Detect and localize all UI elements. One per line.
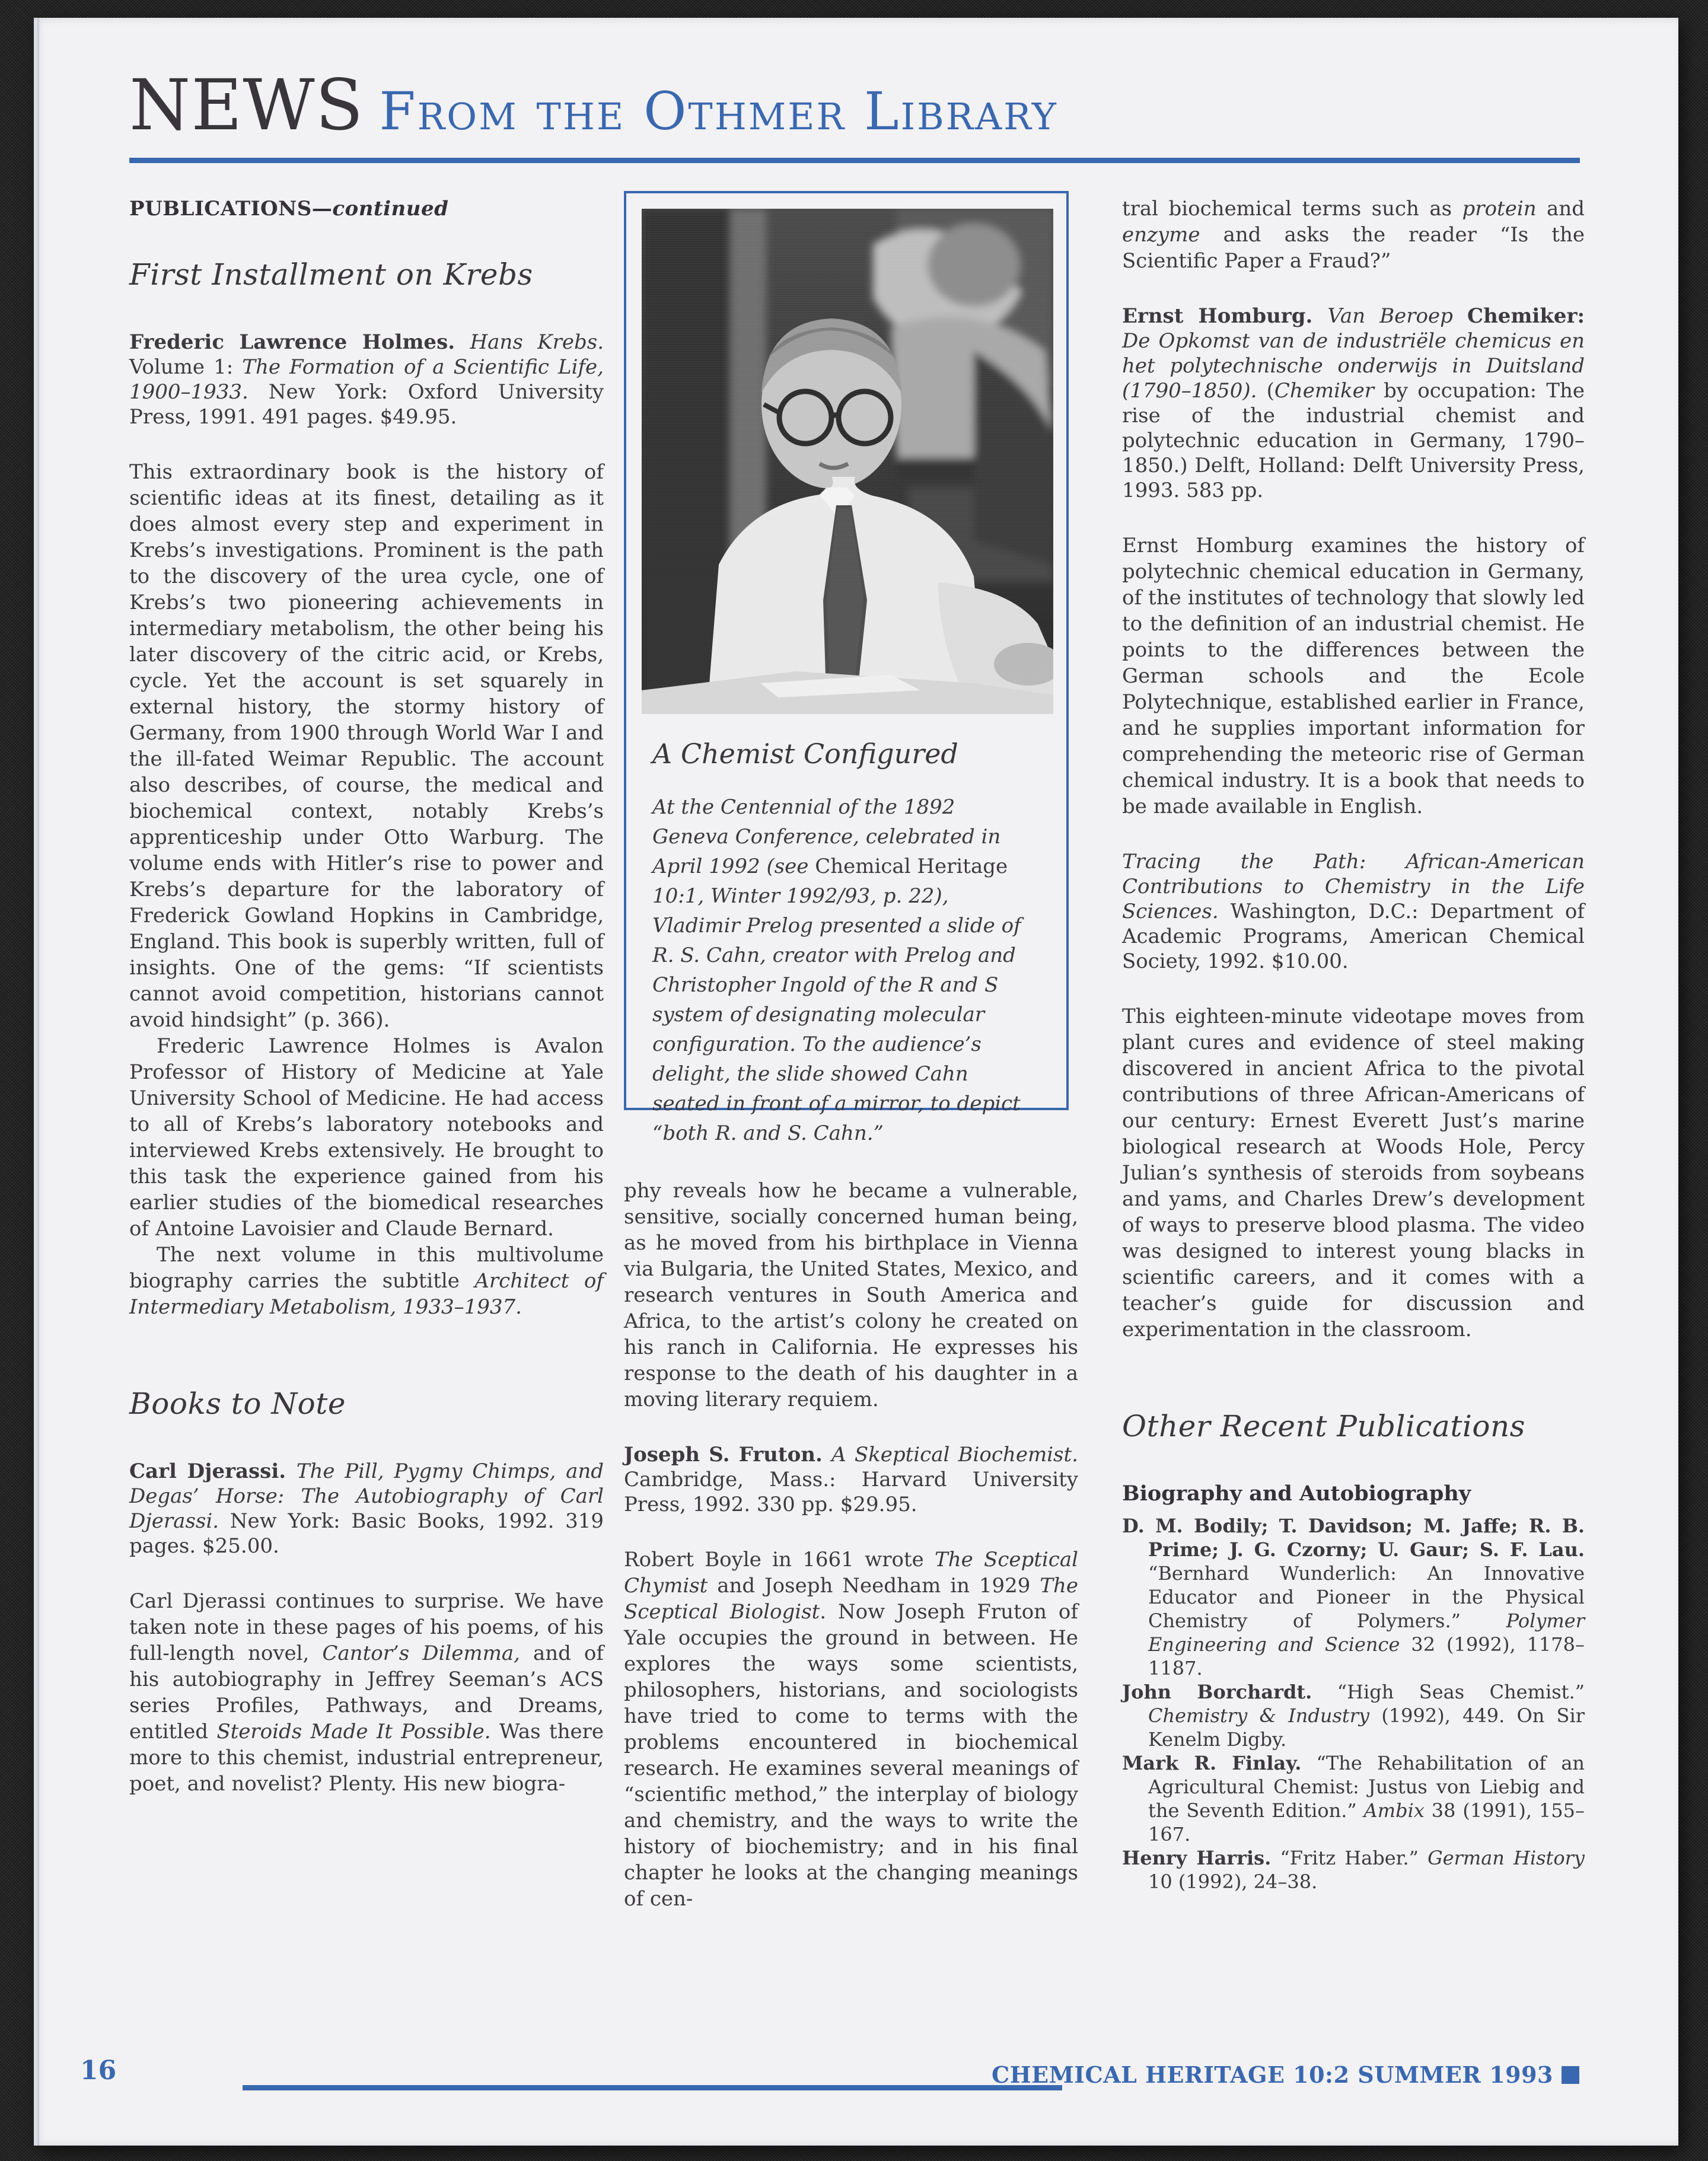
section-heading-first-installment-on-krebs: First Installment on Krebs [129, 257, 533, 292]
cahn-mirror-photo [642, 209, 1053, 714]
reference-harris-fritz-haber: Henry Harris. “Fritz Haber.” German History 10 (1992), 24–38. [1122, 1847, 1585, 1893]
right-column [1122, 196, 1585, 1894]
citation-homburg: Ernst Homburg. Van Beroep Chemiker: De Opkomst van de industriële chemicus en het polytechnische onderwijs in Duitsland (1790–1850). (Chemiker by occupation: The rise of the industrial chemist and polytechnic education in Germany, 1790–1850.) Delft, Holland: Delft University Press, 1993. 583 pp. [1122, 304, 1585, 502]
footer-journal-text: CHEMICAL HERITAGE 10:2 SUMMER 1993 [992, 2061, 1553, 2088]
citation-tracing-the-path: Tracing the Path: African-American Contributions to Chemistry in the Life Sciences. Washington, D.C.: Department of Academic Programs, American Chemical Society, 1992. $10.00. [1122, 850, 1585, 973]
reference-bodily-wunderlich: D. M. Bodily; T. Davidson; M. Jaffe; R. B. Prime; J. G. Czorny; U. Gaur; S. F. Lau. “Bernhard Wunderlich: An Innovative Educator and Pioneer in the Physical Chemistry of Polymers.” Polymer Engineering and Science 32 (1992), 1178–1187. [1122, 1515, 1585, 1679]
page-masthead [129, 64, 1058, 146]
krebs-review-paragraph-1: This extraordinary book is the history of scientific ideas at its finest, detailing as it does almost every step and experiment in Krebs’s investigations. Prominent is the path to the discovery of the urea cycle, one of Krebs’s two pioneering achievements in intermediary metabolism, the other being his later discovery of the citric acid, or Krebs, cycle. Yet the account is set squarely in external history, the stormy history of Germany, from 1900 through World War I and the ill-fated Weimar Republic. The account also describes, of course, the medical and biochemical context, notably Krebs’s apprenticeship under Otto Warburg. The volume ends with Hitler’s rise to power and Krebs’s departure for the laboratory of Frederick Gowland Hopkins in Cambridge, England. This book is superbly written, full of insights. One of the gems: “If scientists cannot avoid competition, historians cannot avoid hindsight” (p. 366). [129, 460, 604, 1032]
djerassi-review-paragraph: Carl Djerassi continues to surprise. We have taken note in these pages of his poems, of his full-length novel, Cantor’s Dilemma, and of his autobiography in Jeffrey Seeman’s ACS series Profiles, Pathways, and Dreams, entitled Steroids Made It Possible. Was there more to this chemist, industrial entrepreneur, poet, and novelist? Plenty. His new biogra- [129, 1589, 604, 1796]
fruton-review-continuation: tral biochemical terms such as protein and enzyme and asks the reader “Is the Scientific Paper a Fraud?” [1122, 197, 1585, 273]
subheading-biography-and-autobiography: Biography and Autobiography [1122, 1481, 1471, 1506]
citation-fruton: Joseph S. Fruton. A Skeptical Biochemist. Cambridge, Mass.: Harvard University Press, 1992. 330 pp. $29.95. [624, 1443, 1078, 1516]
photo-caption-title: A Chemist Configured [652, 738, 958, 770]
videotape-review-paragraph: This eighteen-minute videotape moves from plant cures and evidence of steel making discovered in ancient Africa to the pivotal contributions of three African-Americans of our century: Ernest Everett Just’s marine biological research at Woods Hole, Percy Julian’s synthesis of steroids from soybeans and yams, and Charles Drew’s development of ways to preserve blood plasma. The video was designed to interest young blacks in scientific careers, and it comes with a teacher’s guide for discussion and experimentation in the classroom. [1122, 1005, 1585, 1341]
reference-borchardt-high-seas-chemist: John Borchardt. “High Seas Chemist.” Chemistry & Industry (1992), 449. On Sir Kenelm Digby. [1122, 1681, 1585, 1751]
reference-list [1122, 1514, 1585, 1894]
section-heading-books-to-note: Books to Note [129, 1387, 346, 1421]
end-mark-square-icon [1562, 2066, 1579, 2084]
cahn-photo-illustration [642, 209, 1053, 714]
section-heading-other-recent-publications: Other Recent Publications [1122, 1409, 1525, 1443]
krebs-review-paragraph-2: Frederic Lawrence Holmes is Avalon Professor of History of Medicine at Yale University School of Medicine. He had access to all of Krebs’s laboratory notebooks and interviewed Krebs extensively. He brought to this task the experience gained from his earlier studies of the biomedical researches of Antoine Lavoisier and Claude Bernard. [129, 1034, 604, 1241]
reference-finlay-liebig: Mark R. Finlay. “The Rehabilitation of an Agricultural Chemist: Justus von Liebig and the Seventh Edition.” Ambix 38 (1991), 155–167. [1122, 1752, 1585, 1846]
publications-continued-kicker: PUBLICATIONS—continued [129, 197, 449, 221]
masthead-rule [129, 158, 1580, 163]
citation-holmes-hans-krebs: Frederic Lawrence Holmes. Hans Krebs. Volume 1: The Formation of a Scientific Life, 1900–1933. New York: Oxford University Press, 1991. 491 pages. $49.95. [129, 330, 604, 429]
footer-journal-line [992, 2061, 1579, 2088]
magazine-page [34, 18, 1678, 2146]
masthead-news: NEWS [129, 64, 364, 146]
left-column [129, 197, 604, 1797]
krebs-review-paragraph-3: The next volume in this multivolume biography carries the subtitle Architect of Intermediary Metabolism, 1933–1937. [129, 1243, 604, 1319]
footer-rule [243, 2085, 1062, 2090]
djerassi-review-continuation: phy reveals how he became a vulnerable, sensitive, socially concerned human being, as he moved from his birthplace in Vienna via Bulgaria, the United States, Mexico, and research ventures in South America and Africa, to the artist’s colony he created on his ranch in California. He expresses his response to the death of his daughter in a moving literary requiem. [624, 1179, 1078, 1411]
homburg-review-paragraph: Ernst Homburg examines the history of polytechnic chemical education in Germany, of the institutes of technology that slowly led to the definition of an industrial chemist. He points to the differences between the German schools and the Ecole Polytechnique, established earlier in France, and he supplies important information for comprehending the meteoric rise of German chemical industry. It is a book that needs to be made available in English. [1122, 534, 1585, 818]
fruton-review-paragraph: Robert Boyle in 1661 wrote The Sceptical Chymist and Joseph Needham in 1929 The Sceptical Biologist. Now Joseph Fruton of Yale occupies the ground in between. He explores the ways some scientists, philosophers, historians, and sociologists have tried to come to terms with the problems encountered in biochemical research. He examines several meanings of “scientific method,” the interplay of biology and chemistry, and the ways to write the history of biochemistry; and in his final chapter he looks at the changing meanings of cen- [624, 1548, 1078, 1911]
chemist-configured-sidebar-box [624, 191, 1069, 1145]
masthead-from-the-othmer-library: From the Othmer Library [379, 81, 1058, 142]
citation-djerassi: Carl Djerassi. The Pill, Pygmy Chimps, and Degas’ Horse: The Autobiography of Carl Djerassi. New York: Basic Books, 1992. 319 pages. $25.00. [129, 1459, 604, 1558]
photo-caption-text: At the Centennial of the 1892 Geneva Conference, celebrated in April 1992 (see Chemical Heritage 10:1, Winter 1992/93, p. 22), Vladimir Prelog presented a slide of R. S. Cahn, creator with Prelog and Christopher Ingold of the R and S system of designating molecular configuration. To the audience’s delight, the slide showed Cahn seated in front of a mirror, to depict “both R. and S. Cahn.” [652, 795, 1021, 1145]
page-number: 16 [80, 2055, 117, 2086]
middle-column [624, 1178, 1078, 1912]
